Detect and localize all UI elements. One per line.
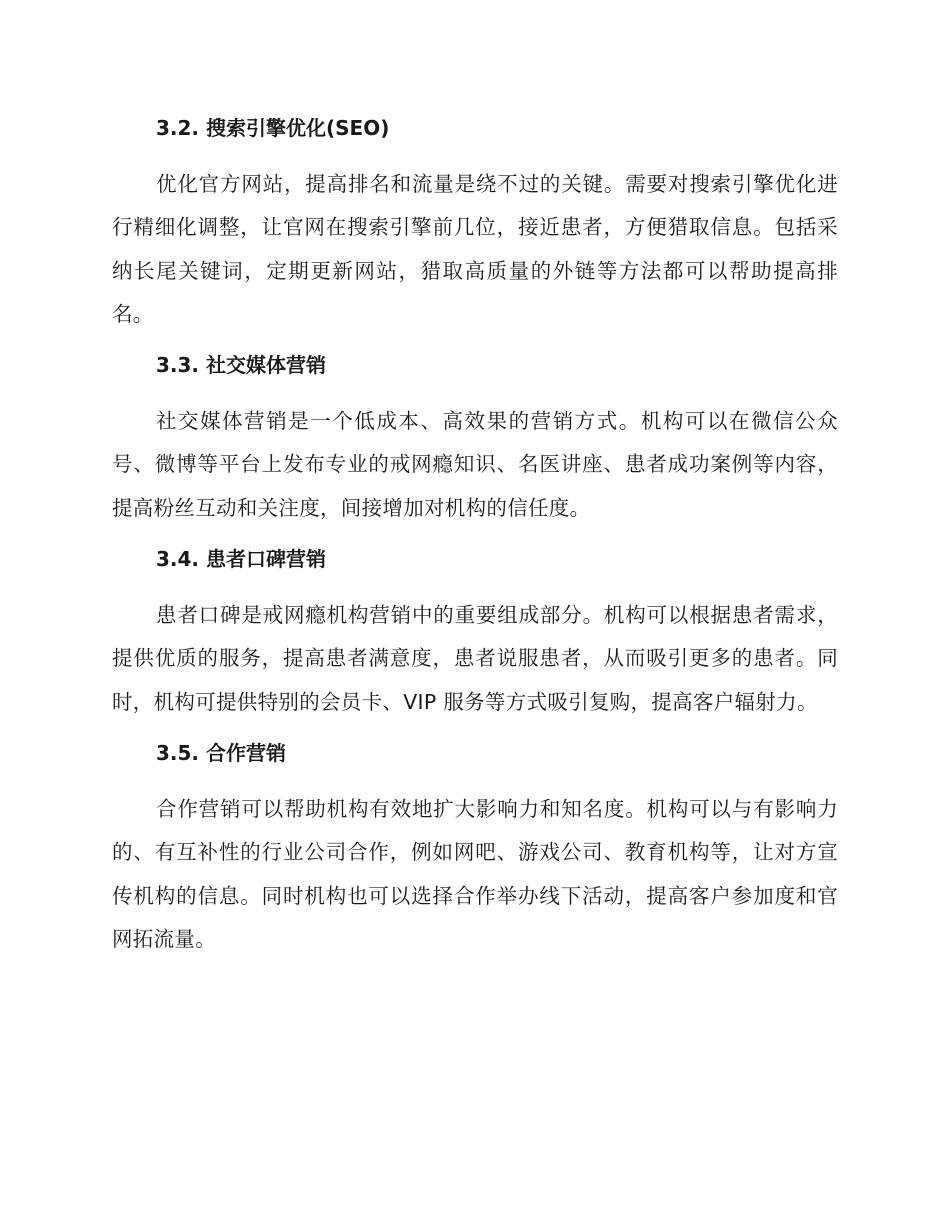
section-heading: 3.2. 搜索引擎优化(SEO) — [156, 116, 390, 140]
section-paragraph: 患者口碑是戒网瘾机构营销中的重要组成部分。机构可以根据患者需求，提供优质的服务，提高患者满意度，患者说服患者，从而吸引更多的患者。同时，机构可提供特别的会员卡、VIP 服务等方式吸引复购，提高客户辐射力。 — [112, 603, 838, 714]
section-word-of-mouth — [112, 543, 838, 724]
section-partnership — [112, 737, 838, 961]
section-heading: 3.5. 合作营销 — [156, 740, 286, 765]
document-page — [112, 112, 838, 974]
section-heading: 3.3. 社交媒体营销 — [156, 353, 326, 378]
section-social-media — [112, 349, 838, 530]
section-paragraph: 合作营销可以帮助机构有效地扩大影响力和知名度。机构可以与有影响力的、有互补性的行业公司合作，例如网吧、游戏公司、教育机构等，让对方宣传机构的信息。同时机构也可以选择合作举办线下活动，提高客户参加度和官网拓流量。 — [112, 796, 838, 951]
section-paragraph: 社交媒体营销是一个低成本、高效果的营销方式。机构可以在微信公众号、微博等平台上发布专业的戒网瘾知识、名医讲座、患者成功案例等内容，提高粉丝互动和关注度，间接增加对机构的信任度。 — [112, 409, 838, 520]
section-seo — [112, 112, 838, 336]
section-heading: 3.4. 患者口碑营销 — [156, 547, 326, 572]
section-paragraph: 优化官方网站，提高排名和流量是绕不过的关键。需要对搜索引擎优化进行精细化调整，让官网在搜索引擎前几位，接近患者，方便猎取信息。包括采纳长尾关键词，定期更新网站，猎取高质量的外链等方法都可以帮助提高排名。 — [112, 172, 838, 326]
